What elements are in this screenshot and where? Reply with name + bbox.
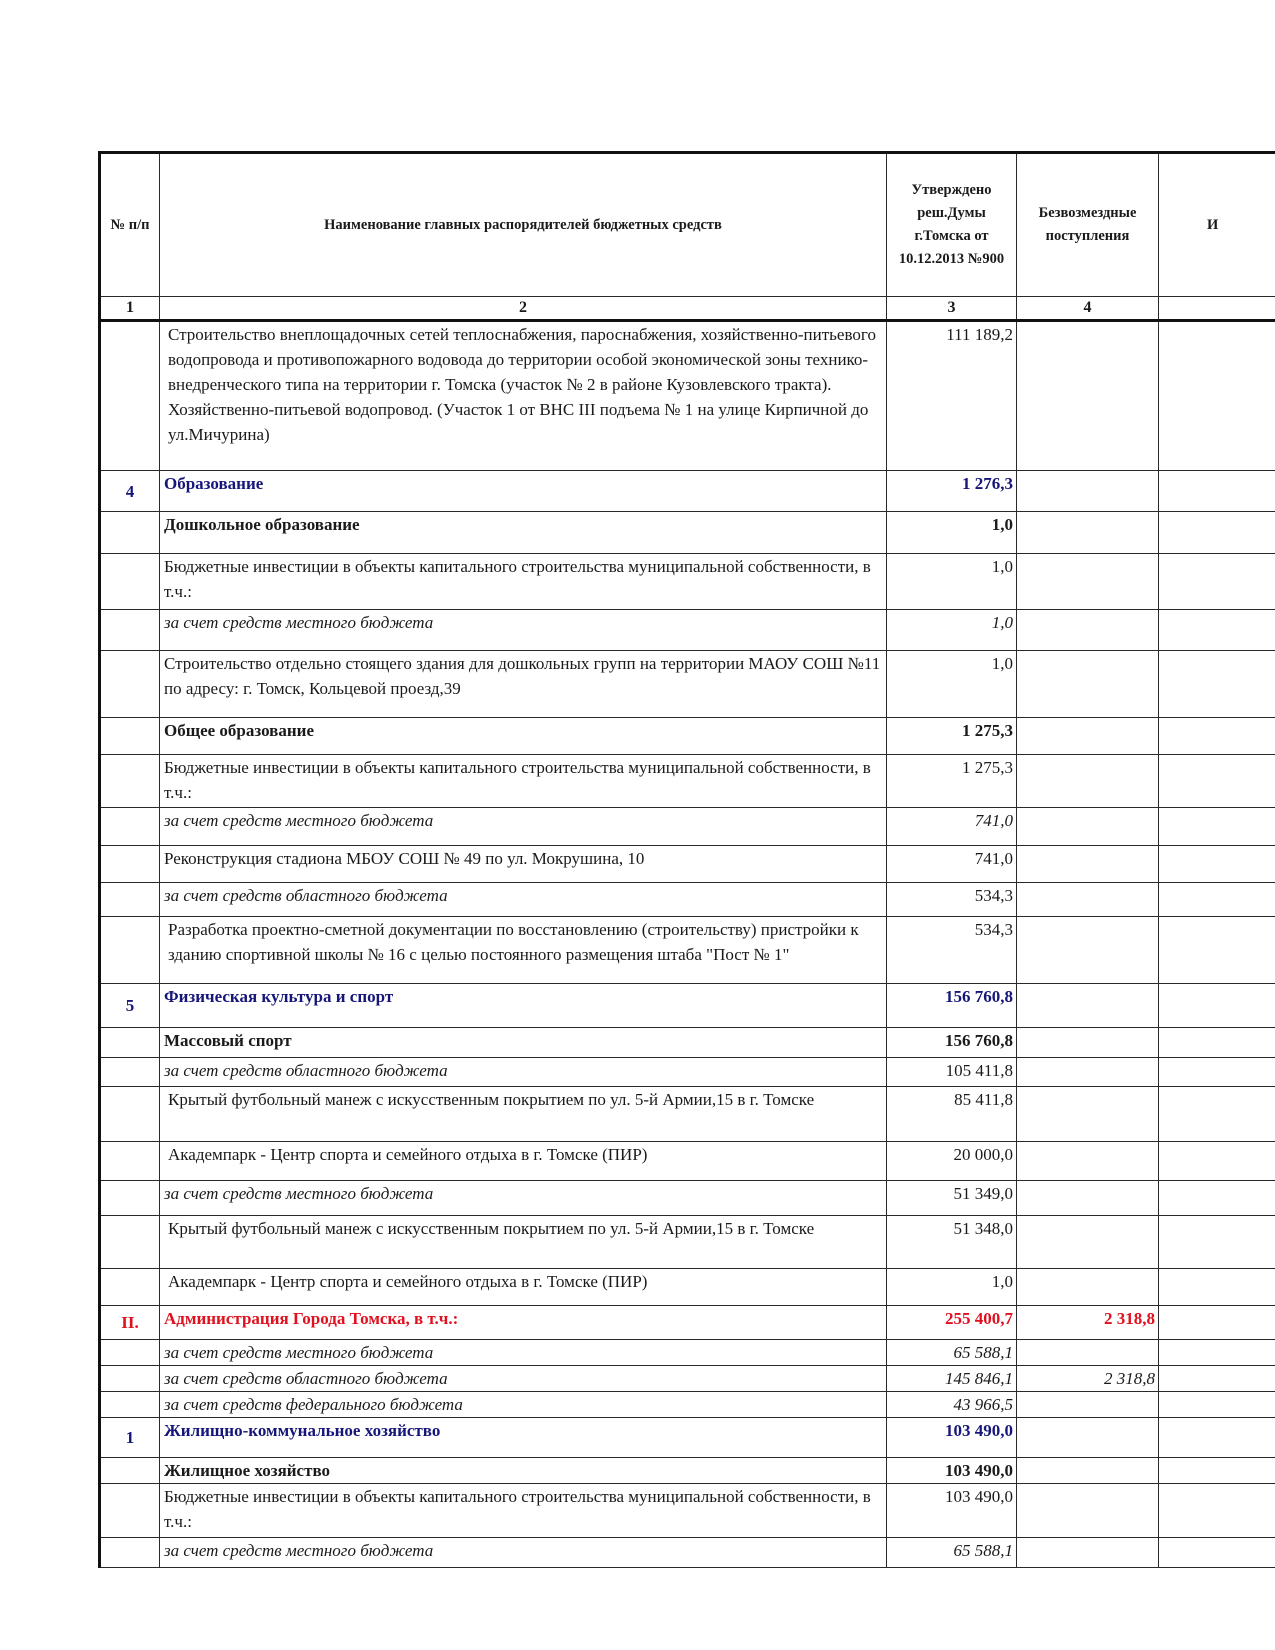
row-grants-amount: 2 318,8 bbox=[1017, 1366, 1159, 1392]
row-grants-amount bbox=[1017, 1458, 1159, 1484]
colnum-3: 3 bbox=[887, 297, 1017, 321]
header-number: № п/п bbox=[100, 153, 160, 297]
row-name: за счет средств областного бюджета bbox=[160, 1058, 887, 1087]
row-grants-amount bbox=[1017, 984, 1159, 1028]
table-row bbox=[100, 1366, 1275, 1392]
row-number: II. bbox=[100, 1306, 160, 1340]
table-row bbox=[100, 1181, 1275, 1216]
table-row bbox=[100, 1058, 1275, 1087]
row-approved-amount: 20 000,0 bbox=[887, 1142, 1017, 1181]
row-name: за счет средств местного бюджета bbox=[160, 1538, 887, 1568]
table-row bbox=[100, 846, 1275, 883]
row-name: за счет средств местного бюджета bbox=[160, 610, 887, 651]
row-grants-amount bbox=[1017, 917, 1159, 984]
row-col5 bbox=[1159, 718, 1275, 755]
row-name: Дошкольное образование bbox=[160, 512, 887, 554]
row-grants-amount bbox=[1017, 808, 1159, 846]
row-col5 bbox=[1159, 1484, 1275, 1538]
row-number bbox=[100, 610, 160, 651]
row-grants-amount bbox=[1017, 1058, 1159, 1087]
row-approved-amount: 1 276,3 bbox=[887, 471, 1017, 512]
row-name: Крытый футбольный манеж с искусственным покрытием по ул. 5-й Армии,15 в г. Томске bbox=[160, 1216, 887, 1269]
row-grants-amount bbox=[1017, 321, 1159, 471]
table-body bbox=[100, 321, 1275, 1568]
colnum-4: 4 bbox=[1017, 297, 1159, 321]
table-row bbox=[100, 651, 1275, 718]
row-name: за счет средств местного бюджета bbox=[160, 808, 887, 846]
row-approved-amount: 741,0 bbox=[887, 808, 1017, 846]
row-name: Бюджетные инвестиции в объекты капитального строительства муниципальной собственности, в т.ч.: bbox=[160, 554, 887, 610]
row-name: за счет средств местного бюджета bbox=[160, 1340, 887, 1366]
row-approved-amount: 65 588,1 bbox=[887, 1538, 1017, 1568]
row-approved-amount: 51 348,0 bbox=[887, 1216, 1017, 1269]
row-approved-amount: 741,0 bbox=[887, 846, 1017, 883]
row-col5 bbox=[1159, 651, 1275, 718]
header-col5: И bbox=[1159, 153, 1275, 297]
row-grants-amount bbox=[1017, 883, 1159, 917]
budget-table-page bbox=[98, 151, 1275, 1568]
row-grants-amount bbox=[1017, 1340, 1159, 1366]
row-number bbox=[100, 846, 160, 883]
row-grants-amount bbox=[1017, 1484, 1159, 1538]
row-approved-amount: 85 411,8 bbox=[887, 1087, 1017, 1142]
row-col5 bbox=[1159, 321, 1275, 471]
row-col5 bbox=[1159, 554, 1275, 610]
row-number bbox=[100, 1538, 160, 1568]
header-grants: Безвозмездные поступления bbox=[1017, 153, 1159, 297]
row-approved-amount: 1 275,3 bbox=[887, 718, 1017, 755]
row-name: Жилищное хозяйство bbox=[160, 1458, 887, 1484]
colnum-2: 2 bbox=[160, 297, 887, 321]
table-row bbox=[100, 1142, 1275, 1181]
row-number: 4 bbox=[100, 471, 160, 512]
row-col5 bbox=[1159, 1216, 1275, 1269]
row-grants-amount bbox=[1017, 554, 1159, 610]
row-name: за счет средств областного бюджета bbox=[160, 1366, 887, 1392]
row-approved-amount: 111 189,2 bbox=[887, 321, 1017, 471]
row-number bbox=[100, 1087, 160, 1142]
row-number bbox=[100, 1484, 160, 1538]
row-name: Строительство внеплощадочных сетей теплоснабжения, пароснабжения, хозяйственно-питьевого водопровода и противопожарного водовода до территории особой экономической зоны технико-внедренческого типа на территории г. Томска (участок № 2 в районе Кузовлевского тракта). Хозяйственно-питьевой водопровод. (Участок 1 от ВНС III подъема № 1 на улице Кирпичной до ул.Мичурина) bbox=[160, 321, 887, 471]
row-col5 bbox=[1159, 808, 1275, 846]
table-row bbox=[100, 984, 1275, 1028]
row-approved-amount: 103 490,0 bbox=[887, 1418, 1017, 1458]
row-col5 bbox=[1159, 1366, 1275, 1392]
column-number-row bbox=[100, 297, 1275, 321]
row-approved-amount: 1 275,3 bbox=[887, 755, 1017, 808]
row-number bbox=[100, 1181, 160, 1216]
row-approved-amount: 105 411,8 bbox=[887, 1058, 1017, 1087]
table-row bbox=[100, 755, 1275, 808]
table-row bbox=[100, 1028, 1275, 1058]
row-name: Общее образование bbox=[160, 718, 887, 755]
row-number bbox=[100, 808, 160, 846]
table-row bbox=[100, 471, 1275, 512]
row-col5 bbox=[1159, 846, 1275, 883]
row-number bbox=[100, 321, 160, 471]
row-grants-amount bbox=[1017, 1142, 1159, 1181]
row-name: Бюджетные инвестиции в объекты капитального строительства муниципальной собственности, в т.ч.: bbox=[160, 755, 887, 808]
row-approved-amount: 156 760,8 bbox=[887, 984, 1017, 1028]
row-name: за счет средств местного бюджета bbox=[160, 1181, 887, 1216]
row-col5 bbox=[1159, 1538, 1275, 1568]
budget-table bbox=[98, 151, 1275, 1568]
row-number bbox=[100, 1269, 160, 1306]
row-approved-amount: 1,0 bbox=[887, 610, 1017, 651]
row-approved-amount: 65 588,1 bbox=[887, 1340, 1017, 1366]
row-col5 bbox=[1159, 1058, 1275, 1087]
row-approved-amount: 43 966,5 bbox=[887, 1392, 1017, 1418]
row-number bbox=[100, 512, 160, 554]
row-number: 5 bbox=[100, 984, 160, 1028]
row-number bbox=[100, 1216, 160, 1269]
row-approved-amount: 255 400,7 bbox=[887, 1306, 1017, 1340]
row-col5 bbox=[1159, 1458, 1275, 1484]
table-row bbox=[100, 610, 1275, 651]
row-name: Крытый футбольный манеж с искусственным покрытием по ул. 5-й Армии,15 в г. Томске bbox=[160, 1087, 887, 1142]
row-approved-amount: 103 490,0 bbox=[887, 1484, 1017, 1538]
row-number bbox=[100, 1340, 160, 1366]
row-grants-amount bbox=[1017, 1418, 1159, 1458]
row-approved-amount: 1,0 bbox=[887, 512, 1017, 554]
table-row bbox=[100, 1392, 1275, 1418]
row-number bbox=[100, 651, 160, 718]
row-col5 bbox=[1159, 1142, 1275, 1181]
row-number bbox=[100, 1058, 160, 1087]
table-row bbox=[100, 1538, 1275, 1568]
row-name: Академпарк - Центр спорта и семейного отдыха в г. Томске (ПИР) bbox=[160, 1142, 887, 1181]
row-name: за счет средств областного бюджета bbox=[160, 883, 887, 917]
colnum-5 bbox=[1159, 297, 1275, 321]
row-col5 bbox=[1159, 883, 1275, 917]
row-number bbox=[100, 554, 160, 610]
row-col5 bbox=[1159, 512, 1275, 554]
table-header-row bbox=[100, 153, 1275, 297]
table-row bbox=[100, 1340, 1275, 1366]
header-approved: Утверждено реш.Думы г.Томска от 10.12.2013 №900 bbox=[887, 153, 1017, 297]
row-grants-amount bbox=[1017, 718, 1159, 755]
row-col5 bbox=[1159, 1340, 1275, 1366]
table-row bbox=[100, 917, 1275, 984]
row-col5 bbox=[1159, 755, 1275, 808]
row-name: Физическая культура и спорт bbox=[160, 984, 887, 1028]
table-row bbox=[100, 512, 1275, 554]
row-number bbox=[100, 917, 160, 984]
row-col5 bbox=[1159, 1181, 1275, 1216]
row-grants-amount bbox=[1017, 1392, 1159, 1418]
row-number bbox=[100, 883, 160, 917]
row-col5 bbox=[1159, 1418, 1275, 1458]
table-row bbox=[100, 1269, 1275, 1306]
row-grants-amount bbox=[1017, 471, 1159, 512]
row-col5 bbox=[1159, 917, 1275, 984]
row-col5 bbox=[1159, 1269, 1275, 1306]
row-name: Администрация Города Томска, в т.ч.: bbox=[160, 1306, 887, 1340]
table-row bbox=[100, 883, 1275, 917]
row-grants-amount bbox=[1017, 1087, 1159, 1142]
table-row bbox=[100, 1306, 1275, 1340]
row-col5 bbox=[1159, 1087, 1275, 1142]
table-row bbox=[100, 1484, 1275, 1538]
row-name: за счет средств федерального бюджета bbox=[160, 1392, 887, 1418]
row-approved-amount: 51 349,0 bbox=[887, 1181, 1017, 1216]
table-row bbox=[100, 554, 1275, 610]
row-name: Бюджетные инвестиции в объекты капитального строительства муниципальной собственности, в т.ч.: bbox=[160, 1484, 887, 1538]
table-row bbox=[100, 1216, 1275, 1269]
row-col5 bbox=[1159, 1306, 1275, 1340]
row-number bbox=[100, 1028, 160, 1058]
row-grants-amount: 2 318,8 bbox=[1017, 1306, 1159, 1340]
row-approved-amount: 145 846,1 bbox=[887, 1366, 1017, 1392]
row-number bbox=[100, 718, 160, 755]
table-row bbox=[100, 1087, 1275, 1142]
row-name: Разработка проектно-сметной документации по восстановлению (строительству) пристройки к зданию спортивной школы № 16 с целью постоянного размещения штаба "Пост № 1" bbox=[160, 917, 887, 984]
table-row bbox=[100, 718, 1275, 755]
colnum-1: 1 bbox=[100, 297, 160, 321]
row-grants-amount bbox=[1017, 610, 1159, 651]
table-row bbox=[100, 1458, 1275, 1484]
table-row bbox=[100, 321, 1275, 471]
row-col5 bbox=[1159, 610, 1275, 651]
row-grants-amount bbox=[1017, 1269, 1159, 1306]
row-name: Жилищно-коммунальное хозяйство bbox=[160, 1418, 887, 1458]
row-approved-amount: 156 760,8 bbox=[887, 1028, 1017, 1058]
row-name: Реконструкция стадиона МБОУ СОШ № 49 по ул. Мокрушина, 10 bbox=[160, 846, 887, 883]
header-name: Наименование главных распорядителей бюджетных средств bbox=[160, 153, 887, 297]
row-grants-amount bbox=[1017, 846, 1159, 883]
row-grants-amount bbox=[1017, 1538, 1159, 1568]
row-number bbox=[100, 755, 160, 808]
row-name: Академпарк - Центр спорта и семейного отдыха в г. Томске (ПИР) bbox=[160, 1269, 887, 1306]
row-grants-amount bbox=[1017, 1181, 1159, 1216]
row-number bbox=[100, 1392, 160, 1418]
row-col5 bbox=[1159, 1392, 1275, 1418]
row-number bbox=[100, 1142, 160, 1181]
row-grants-amount bbox=[1017, 1216, 1159, 1269]
row-grants-amount bbox=[1017, 512, 1159, 554]
row-approved-amount: 103 490,0 bbox=[887, 1458, 1017, 1484]
row-col5 bbox=[1159, 471, 1275, 512]
row-approved-amount: 534,3 bbox=[887, 883, 1017, 917]
row-grants-amount bbox=[1017, 651, 1159, 718]
row-approved-amount: 1,0 bbox=[887, 554, 1017, 610]
row-name: Массовый спорт bbox=[160, 1028, 887, 1058]
table-row bbox=[100, 808, 1275, 846]
row-name: Строительство отдельно стоящего здания для дошкольных групп на территории МАОУ СОШ №11 по адресу: г. Томск, Кольцевой проезд,39 bbox=[160, 651, 887, 718]
row-col5 bbox=[1159, 1028, 1275, 1058]
row-grants-amount bbox=[1017, 1028, 1159, 1058]
row-approved-amount: 1,0 bbox=[887, 1269, 1017, 1306]
row-number bbox=[100, 1458, 160, 1484]
row-approved-amount: 534,3 bbox=[887, 917, 1017, 984]
table-row bbox=[100, 1418, 1275, 1458]
row-grants-amount bbox=[1017, 755, 1159, 808]
row-number: 1 bbox=[100, 1418, 160, 1458]
row-number bbox=[100, 1366, 160, 1392]
row-name: Образование bbox=[160, 471, 887, 512]
row-col5 bbox=[1159, 984, 1275, 1028]
row-approved-amount: 1,0 bbox=[887, 651, 1017, 718]
